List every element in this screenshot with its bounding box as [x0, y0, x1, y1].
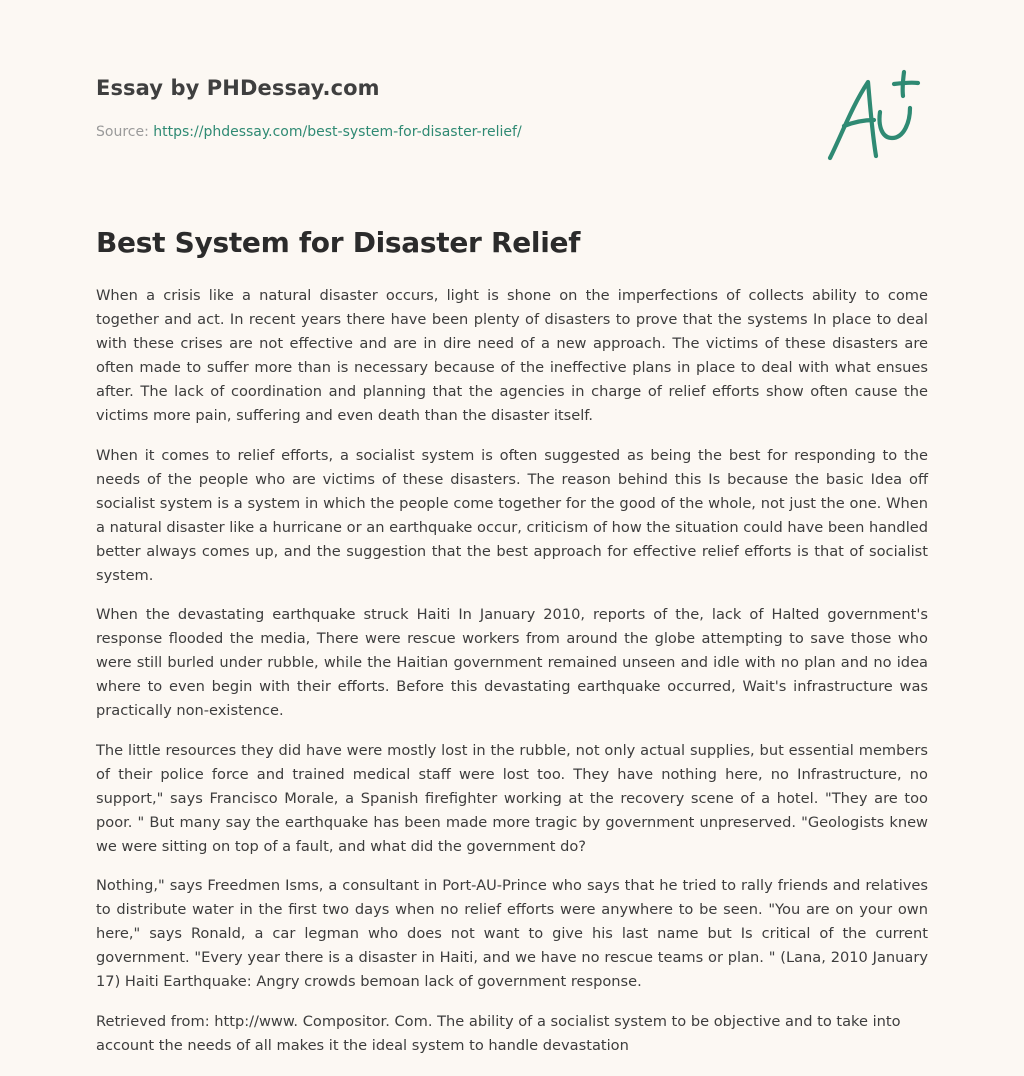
source-line — [96, 124, 522, 140]
essay-paragraph: The little resources they did have were mostly lost in the rubble, not only actual supplies, but essential members of their police force and trained medical staff were lost too. They have nothing here, no Infrastructure, no support," says Francisco Morale, a Spanish firefighter working at the recovery scene of a hotel. "They are too poor. " But many say the earthquake has been made more tragic by government unpreserved. "Geologists knew we were sitting on top of a fault, and what did the government do? — [96, 741, 928, 855]
essay-body — [96, 284, 928, 1073]
page-header — [96, 0, 928, 200]
site-title: Essay by PHDessay.com — [96, 76, 380, 100]
a-plus-logo-icon — [824, 68, 928, 164]
essay-page — [96, 0, 928, 1054]
essay-paragraph: When a crisis like a natural disaster occurs, light is shone on the imperfections of collects ability to come together and act. In recent years there have been plenty of disasters to prove that the systems In place to deal with these crises are not effective and are in dire need of a new approach. The victims of these disasters are often made to suffer more than is necessary because of the ineffective plans in place to deal with what ensues after. The lack of coordination and planning that the agencies in charge of relief efforts show often cause the victims more pain, suffering and even death than the disaster itself. — [96, 287, 928, 424]
essay-title: Best System for Disaster Relief — [96, 226, 581, 259]
essay-paragraph: Retrieved from: http://www. Compositor. Com. The ability of a socialist system to be objective and to take into account the needs of all makes it the ideal system to handle devastation — [96, 1012, 901, 1054]
source-link[interactable]: https://phdessay.com/best-system-for-disaster-relief/ — [153, 124, 522, 140]
essay-paragraph: When it comes to relief efforts, a socialist system is often suggested as being the best for responding to the needs of the people who are victims of these disasters. The reason behind this Is because the basic Idea off socialist system is a system in which the people come together for the good of the whole, not just the one. When a natural disaster like a hurricane or an earthquake occur, criticism of how the situation could have been handled better always comes up, and the suggestion that the best approach for effective relief efforts is that of socialist system. — [96, 446, 928, 584]
source-label: Source: — [96, 124, 154, 140]
essay-paragraph: When the devastating earthquake struck Haiti In January 2010, reports of the, lack of Halted government's response flooded the media, There were rescue workers from around the globe attempting to save those who were still burled under rubble, while the Haitian government remained unseen and idle with no plan and no idea where to even begin with their efforts. Before this devastating earthquake occurred, Wait's infrastructure was practically non-existence. — [96, 606, 928, 719]
essay-paragraph: Nothing," says Freedmen Isms, a consultant in Port-AU-Prince who says that he tried to rally friends and relatives to distribute water in the first two days when no relief efforts were anywhere to be seen. "You are on your own here," says Ronald, a car legman who does not want to give his last name but Is critical of the current government. "Every year there is a disaster in Haiti, and we have no rescue teams or plan. " (Lana, 2010 January 17) Haiti Earthquake: Angry crowds bemoan lack of government response. — [96, 877, 928, 990]
